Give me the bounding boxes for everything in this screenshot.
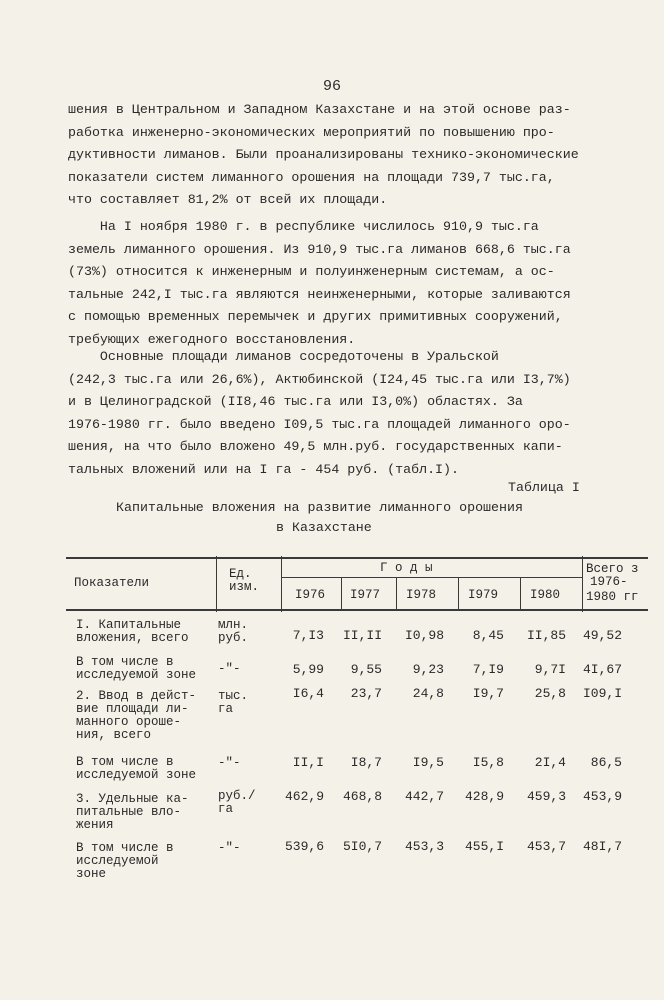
- row-label: исследуемой зоне: [76, 668, 197, 682]
- row-label: исследуемой зоне: [76, 768, 197, 782]
- table-cell: 442,7: [404, 789, 444, 804]
- table-title-line: Капитальные вложения на развитие лиманного орошения: [116, 500, 523, 515]
- column-divider: [396, 578, 397, 611]
- header-total: 1980 гг: [586, 590, 639, 604]
- text-line: требующих ежегодного восстановления.: [68, 331, 356, 347]
- table-cell: I9,5: [412, 755, 444, 770]
- text-line: и в Целиноградской (II8,46 тыс.га или I3,0%) областях. За: [68, 394, 523, 409]
- table-cell: II,85: [526, 628, 566, 643]
- table-cell: II,I: [292, 755, 324, 770]
- row-label: манного ороше-: [76, 715, 182, 729]
- header-year: I976: [295, 588, 326, 602]
- text-line: шения в Центральном и Западном Казахстане и на этой основе раз-: [68, 102, 571, 117]
- text-line: (242,3 тыс.га или 26,6%), Актюбинской (I24,45 тыс.га или I3,7%): [68, 371, 571, 387]
- header-years-group: Г о д ы: [380, 561, 433, 575]
- header-bottom-rule: [66, 609, 648, 611]
- text-line: земель лиманного орошения. Из 910,9 тыс.га лиманов 668,6 тыс.га: [68, 241, 571, 257]
- header-total: Всего з: [586, 562, 639, 576]
- row-label: 2. Ввод в дейст-: [76, 689, 197, 703]
- table-cell: 462,9: [284, 789, 324, 804]
- table-cell: I0,98: [404, 628, 444, 643]
- row-label: зоне: [76, 867, 107, 881]
- table-cell: 455,I: [464, 839, 504, 854]
- text-line: показатели систем лиманного орошения на площади 739,7 тыс.га,: [68, 169, 555, 185]
- table-cell: I6,4: [292, 686, 324, 701]
- row-label: вложения, всего: [76, 631, 189, 645]
- text-line: тальные 242,I тыс.га являются неинженерными, которые заливаются: [68, 286, 571, 302]
- row-unit: тыс.: [218, 689, 249, 703]
- column-divider: [281, 556, 282, 612]
- table-cell: I9,7: [472, 686, 504, 701]
- table-cell: II,II: [342, 628, 382, 643]
- table-cell: 49,52: [582, 628, 622, 643]
- table-cell: 428,9: [464, 789, 504, 804]
- table-cell: 5I0,7: [342, 839, 382, 854]
- column-divider: [458, 578, 459, 611]
- table-cell: 86,5: [590, 755, 622, 770]
- row-unit: руб.: [218, 631, 249, 645]
- table-cell: 5,99: [292, 662, 324, 677]
- row-label: питальные вло-: [76, 805, 182, 819]
- header-year: I977: [350, 588, 381, 602]
- table-cell: 7,I9: [472, 662, 504, 677]
- table-cell: I5,8: [472, 755, 504, 770]
- row-label: I. Капитальные: [76, 618, 182, 632]
- table-cell: 25,8: [534, 686, 566, 701]
- header-unit: изм.: [229, 580, 260, 594]
- row-label: В том числе в: [76, 655, 174, 669]
- column-divider: [520, 578, 521, 611]
- header-year: I979: [468, 588, 499, 602]
- table-cell: 48I,7: [582, 839, 622, 854]
- page-number: 96: [322, 78, 341, 95]
- table-cell: I8,7: [350, 755, 382, 770]
- table-cell: 2I,4: [534, 755, 566, 770]
- column-divider: [341, 578, 342, 611]
- row-unit: руб./: [218, 789, 256, 803]
- text-line: с помощью временных перемычек и других примитивных сооружений,: [68, 309, 563, 324]
- table-label: Таблица I: [508, 480, 580, 495]
- table-cell: 9,55: [350, 662, 382, 677]
- row-label: В том числе в: [76, 841, 174, 855]
- table-cell: 539,6: [284, 839, 324, 854]
- table-cell: 9,23: [412, 662, 444, 677]
- text-line: Основные площади лиманов сосредоточены в Уральской: [68, 349, 499, 364]
- table-cell: I09,I: [582, 686, 622, 701]
- row-label: исследуемой: [76, 854, 159, 868]
- row-label: ния, всего: [76, 728, 152, 742]
- text-line: (73%) относится к инженерным и полуинженерным системам, а ос-: [68, 264, 555, 279]
- row-label: 3. Удельные ка-: [76, 792, 189, 806]
- table-cell: 24,8: [412, 686, 444, 701]
- paragraph-1: [68, 99, 634, 212]
- row-unit: га: [218, 802, 234, 816]
- header-total: 1976-: [590, 575, 628, 589]
- header-unit: Ед.: [229, 567, 252, 581]
- text-line: работка инженерно-экономических мероприятий по повышению про-: [68, 124, 555, 140]
- text-line: На I ноября 1980 г. в республике числилось 910,9 тыс.га: [68, 219, 539, 234]
- table-top-rule: [66, 557, 648, 559]
- paragraph-3: [68, 346, 634, 481]
- table-cell: 23,7: [350, 686, 382, 701]
- row-unit: млн.: [218, 618, 249, 632]
- text-line: шения, на что было вложено 49,5 млн.руб. государственных капи-: [68, 439, 563, 454]
- row-unit: -"-: [218, 841, 241, 855]
- text-line: 1976-1980 гг. было введено I09,5 тыс.га площадей лиманного оро-: [68, 416, 571, 432]
- row-label: жения: [76, 818, 114, 832]
- table-title-line: в Казахстане: [276, 520, 372, 535]
- column-divider: [582, 556, 583, 612]
- table-cell: 7,I3: [292, 628, 324, 643]
- header-year: I978: [406, 588, 437, 602]
- table-cell: 453,9: [582, 789, 622, 804]
- row-label: вие площади ли-: [76, 702, 189, 716]
- header-indicator: Показатели: [74, 576, 150, 590]
- row-unit: -"-: [218, 756, 241, 770]
- table-cell: 9,7I: [534, 662, 566, 677]
- row-unit: га: [218, 702, 234, 716]
- table-cell: 4I,67: [582, 662, 622, 677]
- header-year: I980: [530, 588, 561, 602]
- paragraph-2: [68, 216, 634, 351]
- row-unit: -"-: [218, 662, 241, 676]
- table-cell: 468,8: [342, 789, 382, 804]
- row-label: В том числе в: [76, 755, 174, 769]
- table-title: [68, 498, 634, 538]
- table-cell: 8,45: [472, 628, 504, 643]
- table-cell: 459,3: [526, 789, 566, 804]
- text-line: что составляет 81,2% от всей их площади.: [68, 192, 388, 207]
- table-cell: 453,3: [404, 839, 444, 854]
- column-divider: [216, 556, 217, 612]
- text-line: тальных вложений или на I га - 454 руб. (табл.I).: [68, 461, 459, 477]
- table-cell: 453,7: [526, 839, 566, 854]
- years-group-rule: [282, 577, 582, 578]
- text-line: дуктивности лиманов. Были проанализированы технико-экономические: [68, 147, 579, 162]
